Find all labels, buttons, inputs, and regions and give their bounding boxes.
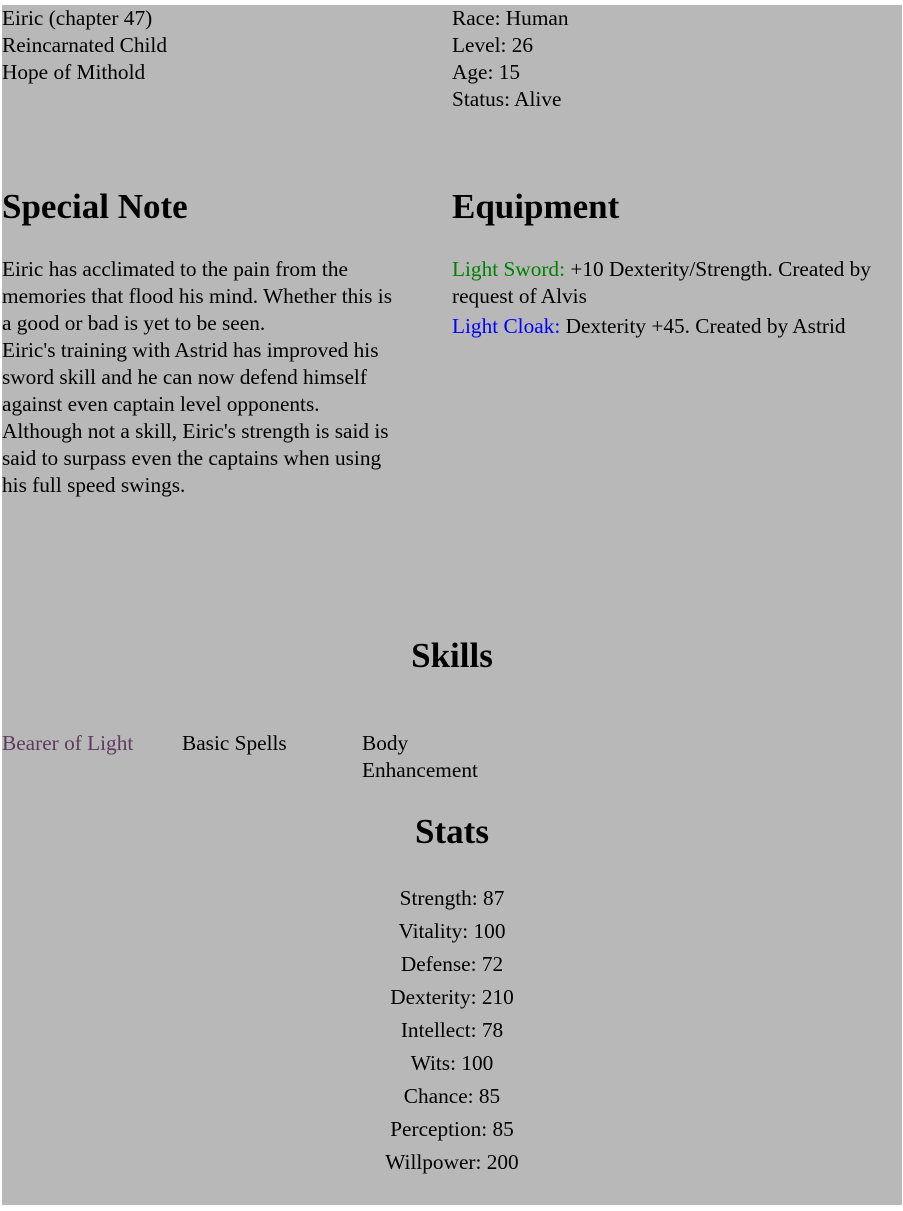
character-name: Eiric (chapter 47) [2, 6, 153, 30]
special-note-heading: Special Note [2, 187, 188, 226]
stat-willpower: Willpower: 200 [385, 1150, 519, 1174]
stats-heading: Stats [415, 812, 489, 851]
character-sheet [2, 5, 902, 1205]
skill-basic-spells: Basic Spells [182, 731, 287, 755]
equipment-heading: Equipment [452, 187, 620, 226]
character-identity [2, 5, 448, 86]
skills-heading: Skills [411, 636, 493, 675]
note-line: Although not a skill, Eiric's strength is said is [2, 419, 389, 443]
equipment-name: Light Cloak: [452, 314, 561, 338]
stat-intellect: Intellect: 78 [400, 1018, 504, 1042]
note-line: a good or bad is yet to be seen. [2, 311, 266, 335]
note-line: his full speed swings. [2, 473, 186, 497]
stat-dexterity: Dexterity: 210 [390, 985, 514, 1009]
level-info: Level: 26 [452, 33, 534, 57]
status-info: Status: Alive [452, 87, 562, 111]
character-title: Reincarnated Child [2, 33, 167, 57]
note-line: against even captain level opponents. [2, 392, 320, 416]
stat-chance: Chance: 85 [403, 1084, 501, 1108]
stat-wits: Wits: 100 [410, 1051, 494, 1075]
character-info [452, 5, 898, 113]
note-line: sword skill and he can now defend himself [2, 365, 367, 389]
skill-body-enhancement: Body Enhancement [362, 731, 478, 782]
equipment-list [452, 256, 898, 343]
equipment-item-light-cloak [452, 313, 898, 340]
equipment-name: Light Sword: [452, 257, 565, 281]
stats-list [2, 882, 902, 1179]
skill-bearer-of-light: Bearer of Light [2, 731, 134, 755]
equipment-item-light-sword [452, 256, 898, 310]
stat-strength: Strength: 87 [399, 886, 505, 910]
special-note-text [2, 256, 448, 499]
equipment-description: +10 Dexterity/Strength. Created by request of Alvis [452, 257, 871, 308]
stat-vitality: Vitality: 100 [398, 919, 506, 943]
stat-perception: Perception: 85 [390, 1117, 514, 1141]
note-line: said to surpass even the captains when using [2, 446, 382, 470]
note-line: Eiric has acclimated to the pain from the [2, 257, 348, 281]
stat-defense: Defense: 72 [400, 952, 504, 976]
race-info: Race: Human [452, 6, 569, 30]
character-epithet: Hope of Mithold [2, 60, 146, 84]
equipment-description: Dexterity +45. Created by Astrid [560, 314, 846, 338]
age-info: Age: 15 [452, 60, 521, 84]
note-line: memories that flood his mind. Whether this is [2, 284, 392, 308]
note-line: Eiric's training with Astrid has improved his [2, 338, 379, 362]
